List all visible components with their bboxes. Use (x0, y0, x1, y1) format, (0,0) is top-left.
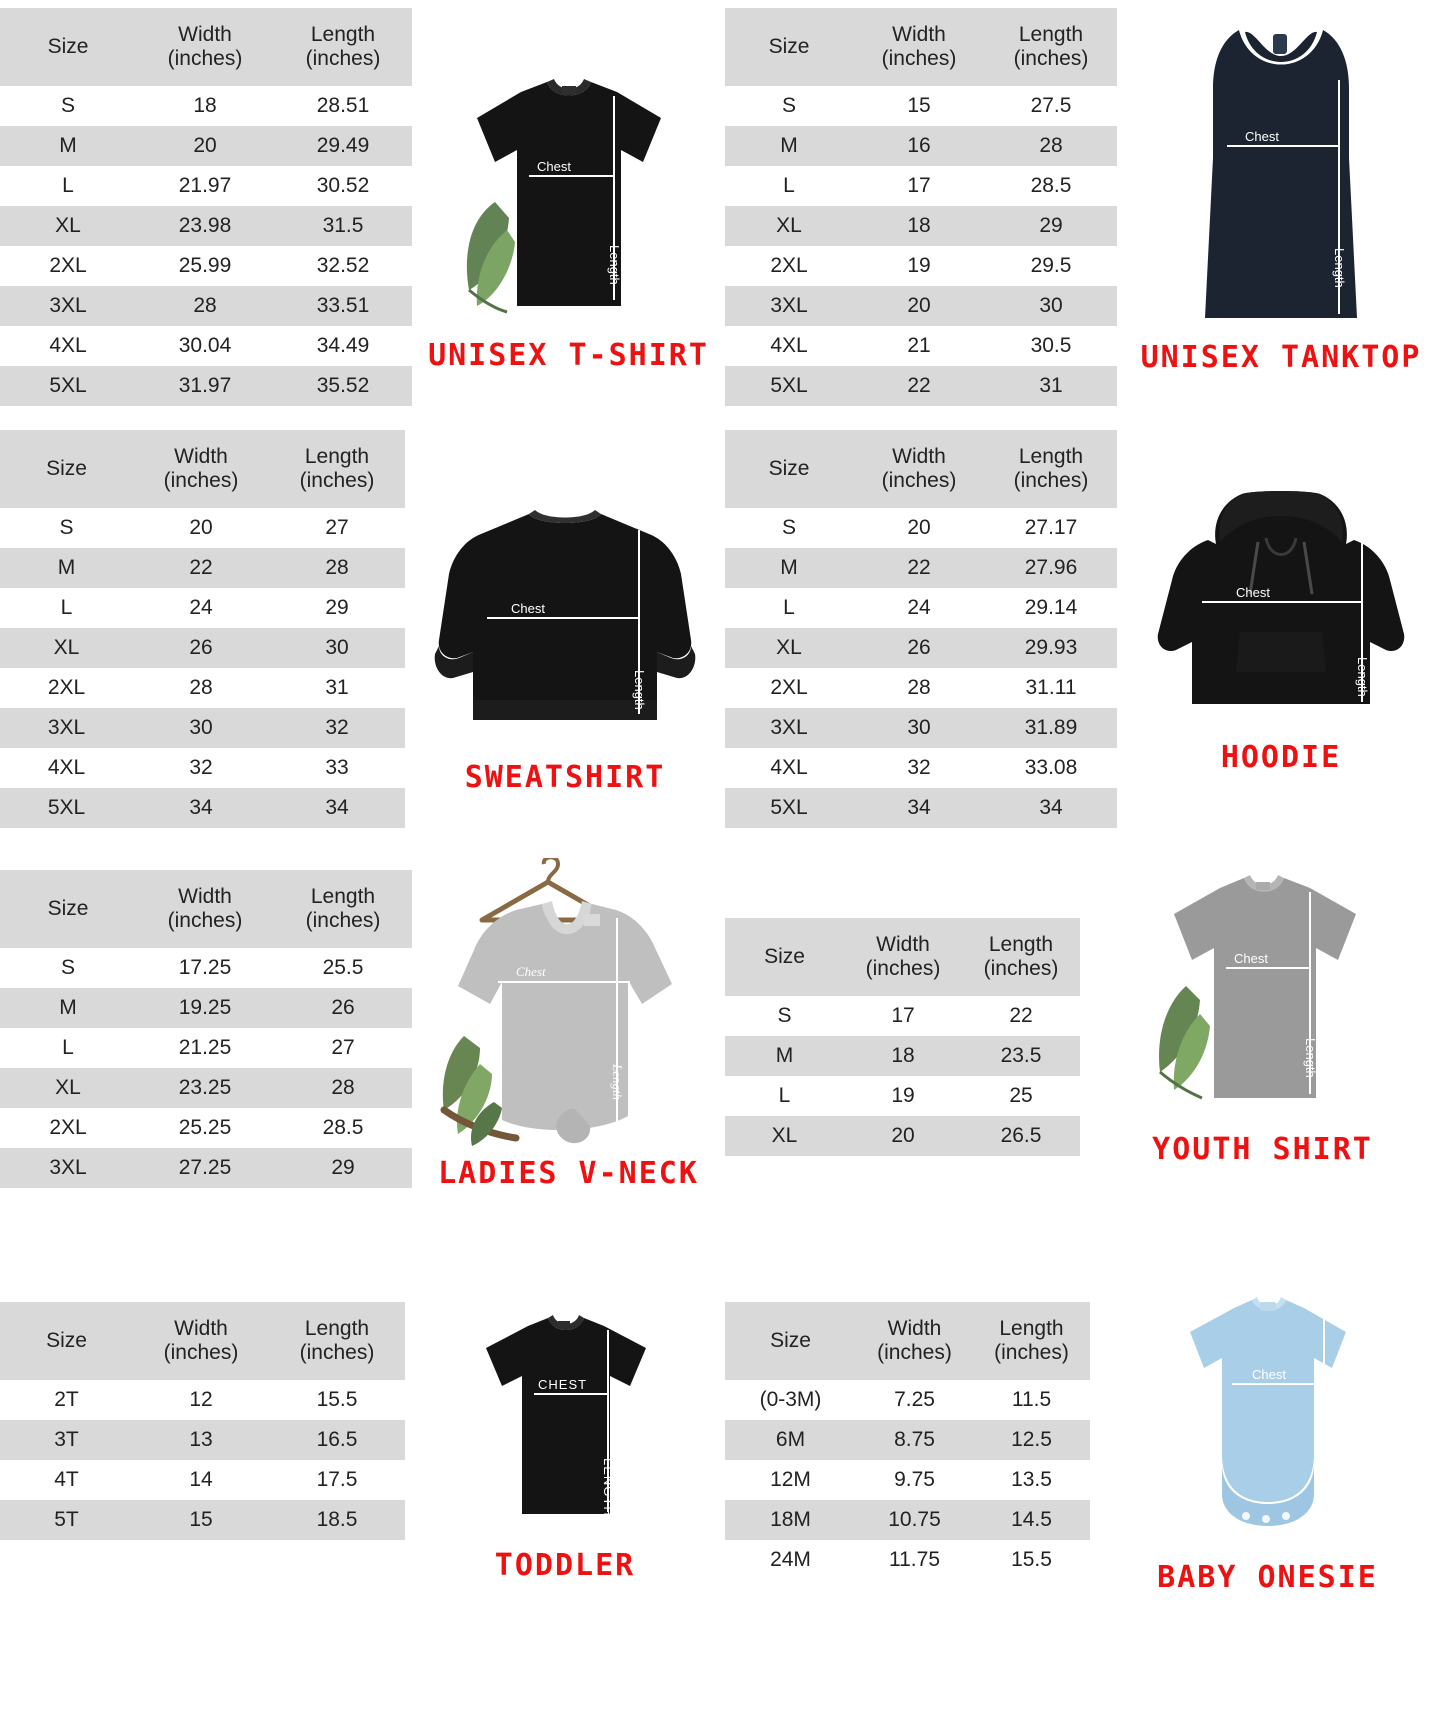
length-measure-label: Length (606, 245, 622, 285)
table-row (725, 708, 1117, 748)
cell-size: 2XL (0, 246, 136, 286)
garment-block-youth-shirt (725, 850, 1445, 1280)
cell-size: 12M (725, 1460, 856, 1500)
cell-width: 34 (853, 788, 985, 828)
table-row (0, 126, 412, 166)
cell-length: 33.51 (274, 286, 412, 326)
cell-length: 29 (274, 1148, 412, 1188)
cell-width: 19.25 (136, 988, 274, 1028)
table-row (725, 548, 1117, 588)
cell-width: 31.97 (136, 366, 274, 406)
cell-size: M (725, 126, 853, 166)
table-row (0, 326, 412, 366)
table-row (725, 126, 1117, 166)
cell-length: 31.89 (985, 708, 1117, 748)
cell-length: 22 (962, 996, 1080, 1036)
table-row (725, 286, 1117, 326)
chest-measure-label: Chest (536, 159, 571, 174)
cell-width: 32 (853, 748, 985, 788)
cell-width: 18 (844, 1036, 962, 1076)
table-row (0, 1108, 412, 1148)
table-row (725, 1460, 1090, 1500)
cell-length: 29.14 (985, 588, 1117, 628)
garment-illustration-baby-onesie (1090, 1280, 1445, 1734)
cell-length: 29.93 (985, 628, 1117, 668)
cell-size: 4XL (725, 748, 853, 788)
garment-illustration-youth-shirt (1080, 850, 1445, 1280)
cell-size: 3XL (0, 1148, 136, 1188)
cell-length: 28.5 (274, 1108, 412, 1148)
cell-width: 7.25 (856, 1380, 973, 1420)
garment-block-unisex-tanktop (725, 0, 1445, 430)
table-row (725, 326, 1117, 366)
garment-illustration-unisex-tanktop (1117, 0, 1445, 430)
table-row (725, 1116, 1080, 1156)
size-table-baby-onesie (725, 1280, 1090, 1580)
cell-width: 23.25 (136, 1068, 274, 1108)
cell-width: 34 (133, 788, 269, 828)
cell-width: 23.98 (136, 206, 274, 246)
cell-length: 25 (962, 1076, 1080, 1116)
cell-length: 28.5 (985, 166, 1117, 206)
cell-width: 28 (133, 668, 269, 708)
cell-size: L (725, 166, 853, 206)
cell-width: 24 (853, 588, 985, 628)
length-measure-label: Length (632, 670, 647, 710)
garment-block-toddler (0, 1280, 725, 1734)
garment-block-unisex-tshirt (0, 0, 725, 430)
cell-width: 15 (133, 1500, 269, 1540)
garment-label-hoodie: HOODIE (1220, 740, 1342, 775)
cell-length: 27.96 (985, 548, 1117, 588)
table-row (0, 668, 405, 708)
table-row (725, 1036, 1080, 1076)
table-row (725, 1076, 1080, 1116)
cell-width: 13 (133, 1420, 269, 1460)
cell-size: S (725, 508, 853, 548)
garment-label-youth-shirt: YOUTH SHIRT (1152, 1132, 1373, 1167)
cell-length: 15.5 (973, 1540, 1090, 1580)
cell-width: 26 (133, 628, 269, 668)
cell-length: 34 (985, 788, 1117, 828)
cell-width: 25.99 (136, 246, 274, 286)
cell-length: 31.5 (274, 206, 412, 246)
column-header-width: Width (inches) (136, 870, 274, 948)
cell-length: 34.49 (274, 326, 412, 366)
chest-measure-label: Chest (515, 964, 546, 979)
garment-label-toddler: TODDLER (494, 1548, 636, 1583)
length-measure-label: Length (1355, 657, 1370, 697)
column-header-width: Width (inches) (856, 1302, 973, 1380)
column-header-size: Size (0, 430, 133, 508)
cell-size: XL (725, 206, 853, 246)
garment-label-unisex-tanktop: UNISEX TANKTOP (1140, 340, 1422, 375)
cell-length: 30 (985, 286, 1117, 326)
column-header-width: Width (inches) (133, 1302, 269, 1380)
cell-size: 4XL (0, 748, 133, 788)
cell-length: 17.5 (269, 1460, 405, 1500)
cell-size: 2XL (0, 1108, 136, 1148)
cell-length: 32.52 (274, 246, 412, 286)
cell-size: M (0, 126, 136, 166)
length-measure-label: LENGTH (601, 1458, 616, 1517)
cell-length: 29 (985, 206, 1117, 246)
sweatshirt-icon (425, 500, 705, 750)
table-row (725, 748, 1117, 788)
table-row (0, 1148, 412, 1188)
length-measure-label: Length (1332, 248, 1347, 288)
table-row (725, 366, 1117, 406)
cell-length: 30 (269, 628, 405, 668)
chest-measure-label: Chest (511, 601, 545, 616)
table-row (725, 996, 1080, 1036)
cell-size: 5XL (0, 366, 136, 406)
table-row (725, 1420, 1090, 1460)
cell-size: XL (725, 628, 853, 668)
size-table-ladies-vneck (0, 850, 412, 1188)
size-table-toddler (0, 1280, 405, 1540)
cell-length: 27.5 (985, 86, 1117, 126)
cell-length: 27 (274, 1028, 412, 1068)
chest-measure-label: Chest (1233, 951, 1268, 966)
column-header-width: Width (inches) (853, 8, 985, 86)
table-row (725, 246, 1117, 286)
cell-size: XL (0, 206, 136, 246)
cell-size: M (0, 548, 133, 588)
cell-width: 32 (133, 748, 269, 788)
length-measure-label: Length (1302, 1038, 1318, 1078)
cell-width: 22 (853, 548, 985, 588)
column-header-size: Size (725, 430, 853, 508)
cell-width: 30 (133, 708, 269, 748)
cell-width: 26 (853, 628, 985, 668)
garment-block-ladies-vneck (0, 850, 725, 1280)
garment-block-hoodie (725, 430, 1445, 850)
cell-width: 21 (853, 326, 985, 366)
cell-length: 35.52 (274, 366, 412, 406)
table-row (0, 788, 405, 828)
cell-width: 19 (844, 1076, 962, 1116)
column-header-size: Size (0, 1302, 133, 1380)
cell-width: 14 (133, 1460, 269, 1500)
cell-width: 18 (136, 86, 274, 126)
table-row (0, 628, 405, 668)
column-header-length: Length (inches) (274, 8, 412, 86)
cell-width: 8.75 (856, 1420, 973, 1460)
table-row (0, 708, 405, 748)
hoodie-icon (1146, 482, 1416, 732)
table-row (0, 748, 405, 788)
column-header-width: Width (inches) (853, 430, 985, 508)
cell-size: 3XL (725, 708, 853, 748)
cell-size: L (0, 166, 136, 206)
column-header-length: Length (inches) (269, 1302, 405, 1380)
table-row (725, 1500, 1090, 1540)
cell-size: 18M (725, 1500, 856, 1540)
cell-width: 18 (853, 206, 985, 246)
column-header-size: Size (725, 8, 853, 86)
cell-length: 30.5 (985, 326, 1117, 366)
cell-size: M (725, 1036, 844, 1076)
cell-size: S (0, 948, 136, 988)
chest-measure-label: CHEST (538, 1377, 588, 1392)
cell-length: 28 (274, 1068, 412, 1108)
cell-size: 3XL (0, 708, 133, 748)
cell-size: XL (725, 1116, 844, 1156)
table-row (725, 668, 1117, 708)
table-row (0, 548, 405, 588)
column-header-length: Length (inches) (274, 870, 412, 948)
cell-width: 20 (133, 508, 269, 548)
cell-length: 13.5 (973, 1460, 1090, 1500)
cell-length: 14.5 (973, 1500, 1090, 1540)
cell-length: 27 (269, 508, 405, 548)
cell-width: 20 (136, 126, 274, 166)
garment-label-sweatshirt: SWEATSHIRT (464, 760, 666, 795)
cell-length: 32 (269, 708, 405, 748)
column-header-length: Length (inches) (973, 1302, 1090, 1380)
cell-size: 5T (0, 1500, 133, 1540)
cell-length: 25.5 (274, 948, 412, 988)
garment-block-sweatshirt (0, 430, 725, 850)
cell-size: 5XL (725, 366, 853, 406)
cell-size: L (0, 588, 133, 628)
cell-size: 6M (725, 1420, 856, 1460)
cell-size: M (725, 548, 853, 588)
cell-width: 25.25 (136, 1108, 274, 1148)
cell-size: XL (0, 628, 133, 668)
cell-size: 2XL (725, 668, 853, 708)
table-row (725, 628, 1117, 668)
table-row (0, 1420, 405, 1460)
cell-length: 15.5 (269, 1380, 405, 1420)
cell-width: 27.25 (136, 1148, 274, 1188)
cell-length: 26 (274, 988, 412, 1028)
chest-measure-label: Chest (1245, 129, 1279, 144)
cell-length: 29.49 (274, 126, 412, 166)
cell-width: 10.75 (856, 1500, 973, 1540)
cell-length: 33 (269, 748, 405, 788)
cell-width: 28 (853, 668, 985, 708)
cell-length: 30.52 (274, 166, 412, 206)
garment-illustration-toddler (405, 1280, 725, 1734)
table-row (0, 1068, 412, 1108)
table-row (0, 86, 412, 126)
column-header-length: Length (inches) (985, 430, 1117, 508)
cell-size: M (0, 988, 136, 1028)
cell-length: 26.5 (962, 1116, 1080, 1156)
cell-length: 23.5 (962, 1036, 1080, 1076)
cell-size: 3XL (0, 286, 136, 326)
cell-length: 31 (985, 366, 1117, 406)
size-table-unisex-tanktop (725, 8, 1117, 406)
cell-width: 17.25 (136, 948, 274, 988)
garment-label-ladies-vneck: LADIES V-NECK (438, 1156, 699, 1191)
column-header-length: Length (inches) (985, 8, 1117, 86)
cell-size: L (0, 1028, 136, 1068)
cell-width: 21.25 (136, 1028, 274, 1068)
cell-width: 30 (853, 708, 985, 748)
cell-length: 18.5 (269, 1500, 405, 1540)
chest-measure-label: Chest (1236, 585, 1270, 600)
cell-width: 16 (853, 126, 985, 166)
cell-size: 2XL (725, 246, 853, 286)
garment-illustration-hoodie (1117, 430, 1445, 850)
cell-width: 22 (853, 366, 985, 406)
table-row (0, 988, 412, 1028)
cell-length: 31.11 (985, 668, 1117, 708)
cell-width: 9.75 (856, 1460, 973, 1500)
cell-size: 2T (0, 1380, 133, 1420)
cell-length: 33.08 (985, 748, 1117, 788)
cell-size: S (725, 996, 844, 1036)
cell-width: 17 (853, 166, 985, 206)
table-row (0, 948, 412, 988)
cell-size: L (725, 1076, 844, 1116)
column-header-size: Size (0, 870, 136, 948)
cell-width: 22 (133, 548, 269, 588)
cell-size: 4XL (0, 326, 136, 366)
garment-block-baby-onesie (725, 1280, 1445, 1734)
cell-length: 29 (269, 588, 405, 628)
table-row (0, 1460, 405, 1500)
youth-shirt-icon (1128, 868, 1398, 1128)
table-row (725, 588, 1117, 628)
leaf-decoration-icon (466, 202, 514, 312)
table-row (725, 206, 1117, 246)
cell-size: 3XL (725, 286, 853, 326)
cell-size: S (725, 86, 853, 126)
table-row (725, 166, 1117, 206)
column-header-size: Size (725, 918, 844, 996)
cell-length: 34 (269, 788, 405, 828)
cell-size: 2XL (0, 668, 133, 708)
cell-size: L (725, 588, 853, 628)
cell-width: 24 (133, 588, 269, 628)
garment-label-baby-onesie: BABY ONESIE (1157, 1560, 1378, 1595)
cell-length: 28.51 (274, 86, 412, 126)
cell-width: 21.97 (136, 166, 274, 206)
cell-size: S (0, 86, 136, 126)
cell-width: 20 (853, 286, 985, 326)
column-header-size: Size (0, 8, 136, 86)
cell-size: 3T (0, 1420, 133, 1460)
column-header-width: Width (inches) (136, 8, 274, 86)
tshirt-icon (429, 70, 709, 330)
cell-width: 20 (844, 1116, 962, 1156)
cell-length: 31 (269, 668, 405, 708)
size-table-sweatshirt (0, 430, 405, 828)
cell-length: 12.5 (973, 1420, 1090, 1460)
column-header-size: Size (725, 1302, 856, 1380)
cell-length: 28 (985, 126, 1117, 166)
cell-width: 20 (853, 508, 985, 548)
cell-size: 4XL (725, 326, 853, 366)
garment-label-unisex-tshirt: UNISEX T-SHIRT (428, 338, 709, 373)
cell-size: S (0, 508, 133, 548)
column-header-length: Length (inches) (269, 430, 405, 508)
garment-illustration-sweatshirt (405, 430, 725, 850)
chest-measure-label: Chest (1251, 1367, 1286, 1382)
leaf-decoration-icon (1159, 986, 1210, 1098)
cell-length: 29.5 (985, 246, 1117, 286)
cell-size: 24M (725, 1540, 856, 1580)
column-header-length: Length (inches) (962, 918, 1080, 996)
cell-size: XL (0, 1068, 136, 1108)
size-table-unisex-tshirt (0, 8, 412, 406)
cell-length: 27.17 (985, 508, 1117, 548)
cell-size: 5XL (0, 788, 133, 828)
cell-width: 30.04 (136, 326, 274, 366)
ladies-vneck-icon (424, 858, 714, 1158)
table-row (0, 1028, 412, 1068)
table-row (725, 86, 1117, 126)
toddler-shirt-icon (450, 1308, 680, 1538)
cell-width: 11.75 (856, 1540, 973, 1580)
table-row (0, 366, 412, 406)
tanktop-icon (1161, 18, 1401, 338)
table-row (0, 166, 412, 206)
table-row (725, 1380, 1090, 1420)
cell-width: 12 (133, 1380, 269, 1420)
length-measure-label: Length (609, 1064, 625, 1101)
length-measure-label: Length (1316, 1450, 1332, 1490)
size-table-hoodie (725, 430, 1117, 828)
baby-onesie-icon (1148, 1288, 1388, 1558)
garment-illustration-unisex-tshirt (412, 0, 725, 430)
cell-size: 4T (0, 1460, 133, 1500)
table-row (0, 1500, 405, 1540)
column-header-width: Width (inches) (133, 430, 269, 508)
cell-width: 17 (844, 996, 962, 1036)
table-row (0, 508, 405, 548)
table-row (0, 286, 412, 326)
cell-length: 28 (269, 548, 405, 588)
cell-size: (0-3M) (725, 1380, 856, 1420)
cell-width: 19 (853, 246, 985, 286)
cell-length: 11.5 (973, 1380, 1090, 1420)
cell-size: 5XL (725, 788, 853, 828)
cell-length: 16.5 (269, 1420, 405, 1460)
table-row (0, 246, 412, 286)
table-row (725, 1540, 1090, 1580)
table-row (0, 588, 405, 628)
table-row (725, 788, 1117, 828)
column-header-width: Width (inches) (844, 918, 962, 996)
size-table-youth-shirt (725, 850, 1080, 1156)
cell-width: 15 (853, 86, 985, 126)
cell-width: 28 (136, 286, 274, 326)
table-row (725, 508, 1117, 548)
table-row (0, 206, 412, 246)
table-row (0, 1380, 405, 1420)
garment-illustration-ladies-vneck (412, 850, 725, 1280)
